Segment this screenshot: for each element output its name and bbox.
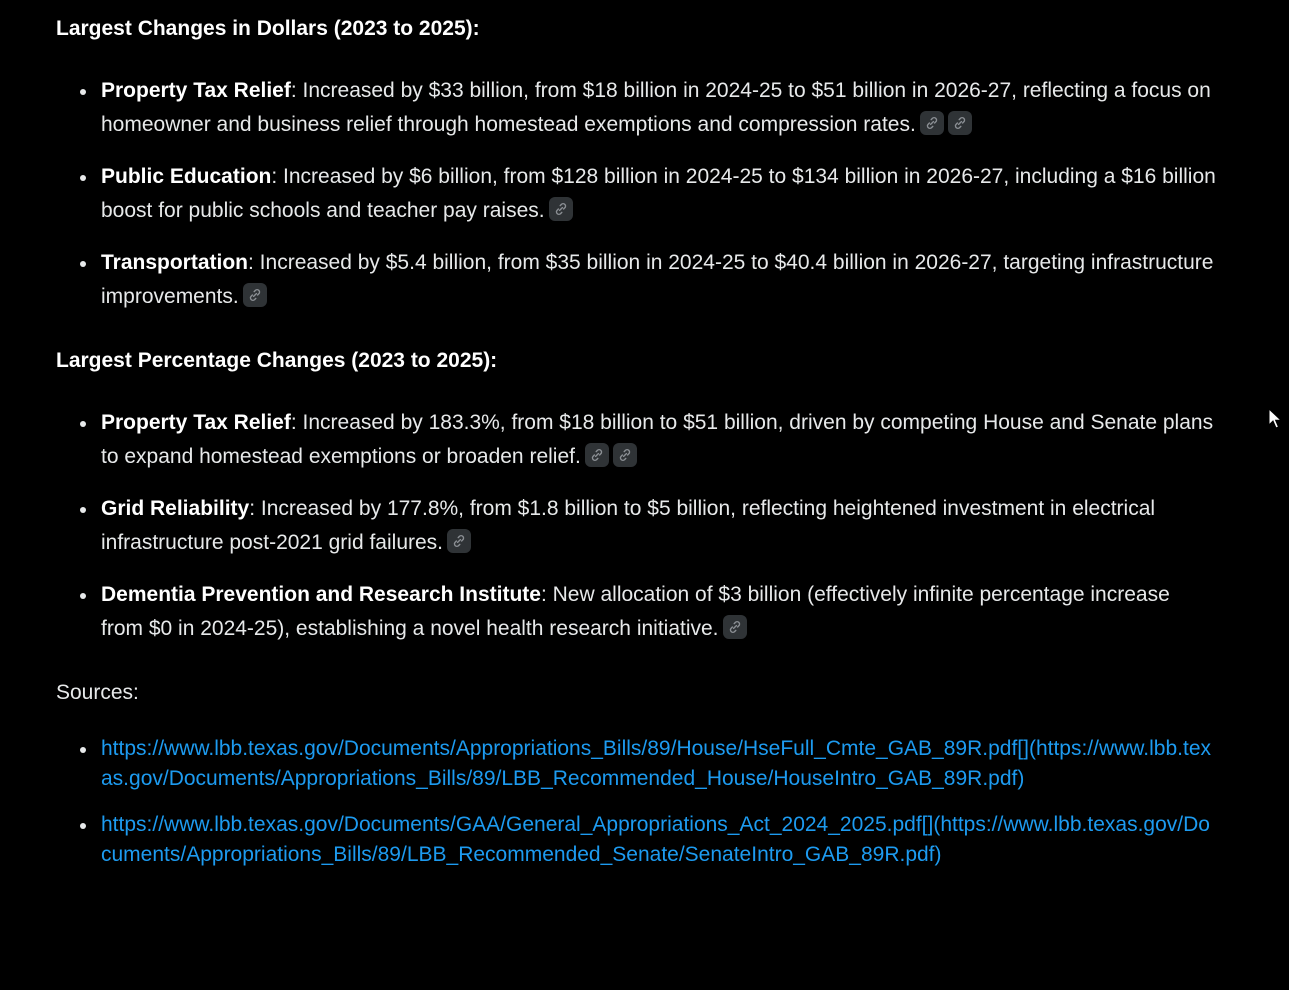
item-text: : Increased by $33 billion, from $18 billion in 2024-25 to $51 billion in 2026-27, reflecting a focus on homeowner and business relief through homestead exemptions and compression rates. [101,79,1211,136]
item-term: Transportation [101,251,249,274]
response-content [56,12,1216,886]
section-heading: Largest Percentage Changes (2023 to 2025): [56,349,498,372]
item-term: Property Tax Relief [101,79,291,102]
list-item [56,492,1216,560]
item-term: Property Tax Relief [101,411,291,434]
item-text: : Increased by $5.4 billion, from $35 billion in 2024-25 to $40.4 billion in 2026-27, targeting infrastructure improvements. [101,251,1214,308]
source-item [56,810,1216,870]
source-item [56,734,1216,794]
list-item [56,74,1216,142]
item-text: : Increased by $6 billion, from $128 billion in 2024-25 to $134 billion in 2026-27, including a $16 billion boost for public schools and teacher pay raises. [101,165,1216,222]
list-item [56,160,1216,228]
item-text: : New allocation of $3 billion (effectively infinite percentage increase from $0 in 2024-25), establishing a novel health research initiative. [101,583,1170,640]
list-item [56,246,1216,314]
list-item [56,406,1216,474]
change-list [56,74,1216,314]
item-term: Grid Reliability [101,497,250,520]
sources-label: Sources: [56,681,139,704]
source-link[interactable]: https://www.lbb.texas.gov/Documents/GAA/General_Appropriations_Act_2024_2025.pdf[](https://www.lbb.texas.gov/Documents/Appropriations_Bills/89/LBB_Recommended_Senate/SenateIntro_GAB_89R.pdf) [101,813,1210,866]
section-heading: Largest Changes in Dollars (2023 to 2025): [56,17,480,40]
source-link[interactable]: https://www.lbb.texas.gov/Documents/Appropriations_Bills/89/House/HseFull_Cmte_GAB_89R.pdf[](https://www.lbb.texas.gov/Documents/Appropriations_Bills/89/LBB_Recommended_House/HouseIntro_GAB_89R.pdf) [101,737,1212,790]
citation-link-icon[interactable] [447,529,471,553]
citation-link-icon[interactable] [723,615,747,639]
citation-link-icon[interactable] [243,283,267,307]
item-text: : Increased by 177.8%, from $1.8 billion to $5 billion, reflecting heightened investment in electrical infrastructure post-2021 grid failures. [101,497,1156,554]
section-percentage-changes [56,344,1216,646]
section-dollar-changes [56,12,1216,314]
sources-list [56,734,1216,870]
citation-link-icon[interactable] [549,197,573,221]
item-term: Dementia Prevention and Research Institute [101,583,541,606]
sources-section [56,676,1216,870]
citation-link-icon[interactable] [585,443,609,467]
change-list [56,406,1216,646]
citation-link-icon[interactable] [920,111,944,135]
mouse-pointer-icon [1268,408,1282,430]
citation-link-icon[interactable] [613,443,637,467]
list-item [56,578,1216,646]
item-text: : Increased by 183.3%, from $18 billion to $51 billion, driven by competing House and Senate plans to expand homestead exemptions or broaden relief. [101,411,1214,468]
item-term: Public Education [101,165,272,188]
citation-link-icon[interactable] [948,111,972,135]
